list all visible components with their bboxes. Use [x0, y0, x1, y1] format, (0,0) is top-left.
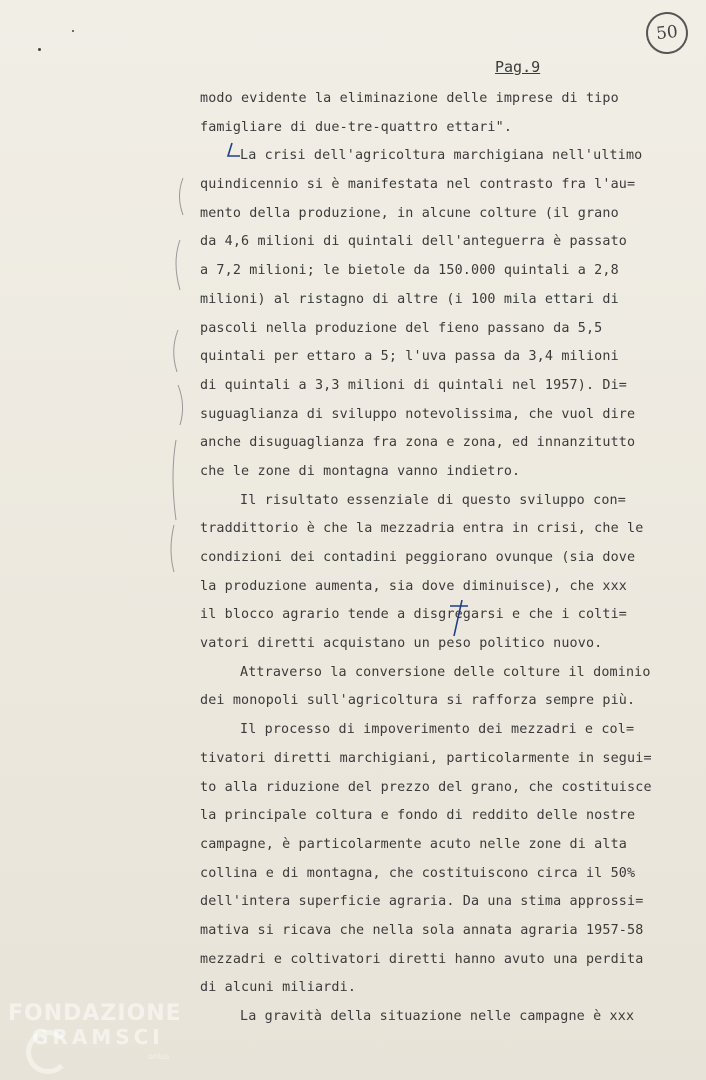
page-label: Pag.9 [495, 58, 541, 76]
text-line: vatori diretti acquistano un peso politico nuovo. [200, 636, 603, 652]
text-line: quintali per ettaro a 5; l'uva passa da 3,4 milioni [200, 349, 619, 365]
watermark-line2: GRAMSCI [32, 1025, 164, 1049]
watermark-sub: onlus [148, 1052, 170, 1061]
pencil-mark [176, 240, 180, 290]
text-line: mativa si ricava che nella sola annata agraria 1957-58 [200, 922, 644, 938]
text-line: il blocco agrario tende a disgregarsi e che i colti= [200, 607, 628, 623]
text-line: mento della produzione, in alcune colture (il grano [200, 205, 619, 221]
text-line: la principale coltura e fondo di reddito delle nostre [200, 808, 636, 824]
text-line: a 7,2 milioni; le bietole da 150.000 quintali a 2,8 [200, 263, 619, 279]
text-line: suguaglianza di sviluppo notevolissima, che vuol dire [200, 406, 636, 422]
text-line: tivatori diretti marchigiani, particolarmente in segui= [200, 750, 652, 766]
text-line: milioni) al ristagno di altre (i 100 mila ettari di [200, 291, 619, 307]
text-line: di quintali a 3,3 milioni di quintali nel 1957). Di= [200, 377, 628, 393]
text-line: la produzione aumenta, sia dove diminuisce), che xxx [200, 578, 628, 594]
text-line: pascoli nella produzione del fieno passano da 5,5 [200, 320, 603, 336]
text-line: to alla riduzione del prezzo del grano, che costituisce [200, 779, 652, 795]
text-line: Attraverso la conversione delle colture il dominio [240, 664, 651, 680]
text-line: traddittorio è che la mezzadria entra in crisi, che le [200, 521, 644, 537]
text-line: modo evidente la eliminazione delle imprese di tipo [200, 91, 619, 106]
text-line: Il risultato essenziale di questo sviluppo con= [240, 492, 626, 508]
text-line: Il processo di impoverimento dei mezzadri e col= [240, 722, 635, 738]
text-line: anche disuguaglianza fra zona e zona, ed innanzitutto [200, 435, 636, 451]
text-line: di alcuni miliardi. [200, 980, 357, 996]
pencil-mark [174, 330, 178, 372]
pencil-mark [173, 440, 176, 520]
pencil-mark [171, 525, 174, 572]
text-line: che le zone di montagna vanno indietro. [200, 463, 521, 479]
text-line: da 4,6 milioni di quintali dell'anteguerra è passato [200, 234, 628, 250]
archive-number-text: 50 [655, 21, 679, 45]
watermark-logo-icon [26, 1030, 70, 1074]
text-line: dei monopoli sull'agricoltura si rafforza sempre più. [200, 693, 636, 709]
text-line: La gravità della situazione nelle campagne è xxx [240, 1009, 635, 1024]
pencil-mark [178, 385, 183, 425]
text-line: mezzadri e coltivatori diretti hanno avuto una perdita [200, 951, 644, 967]
text-line: La crisi dell'agricoltura marchigiana nell'ultimo [240, 148, 643, 164]
text-line: condizioni dei contadini peggiorano ovunque (sia dove [200, 550, 636, 565]
text-line: campagne, è particolarmente acuto nelle zone di alta [200, 836, 628, 852]
text-line: quindicennio si è manifestata nel contrasto fra l'au= [200, 177, 636, 193]
pencil-mark [180, 178, 184, 215]
text-line: dell'intera superficie agraria. Da una stima approssi= [200, 894, 644, 910]
text-line: collina e di montagna, che costituiscono circa il 50% [200, 865, 636, 881]
watermark-line1: FONDAZIONE [8, 1001, 182, 1026]
text-line: famigliare di due-tre-quattro ettari". [200, 119, 513, 135]
typed-text-block [200, 85, 660, 1032]
